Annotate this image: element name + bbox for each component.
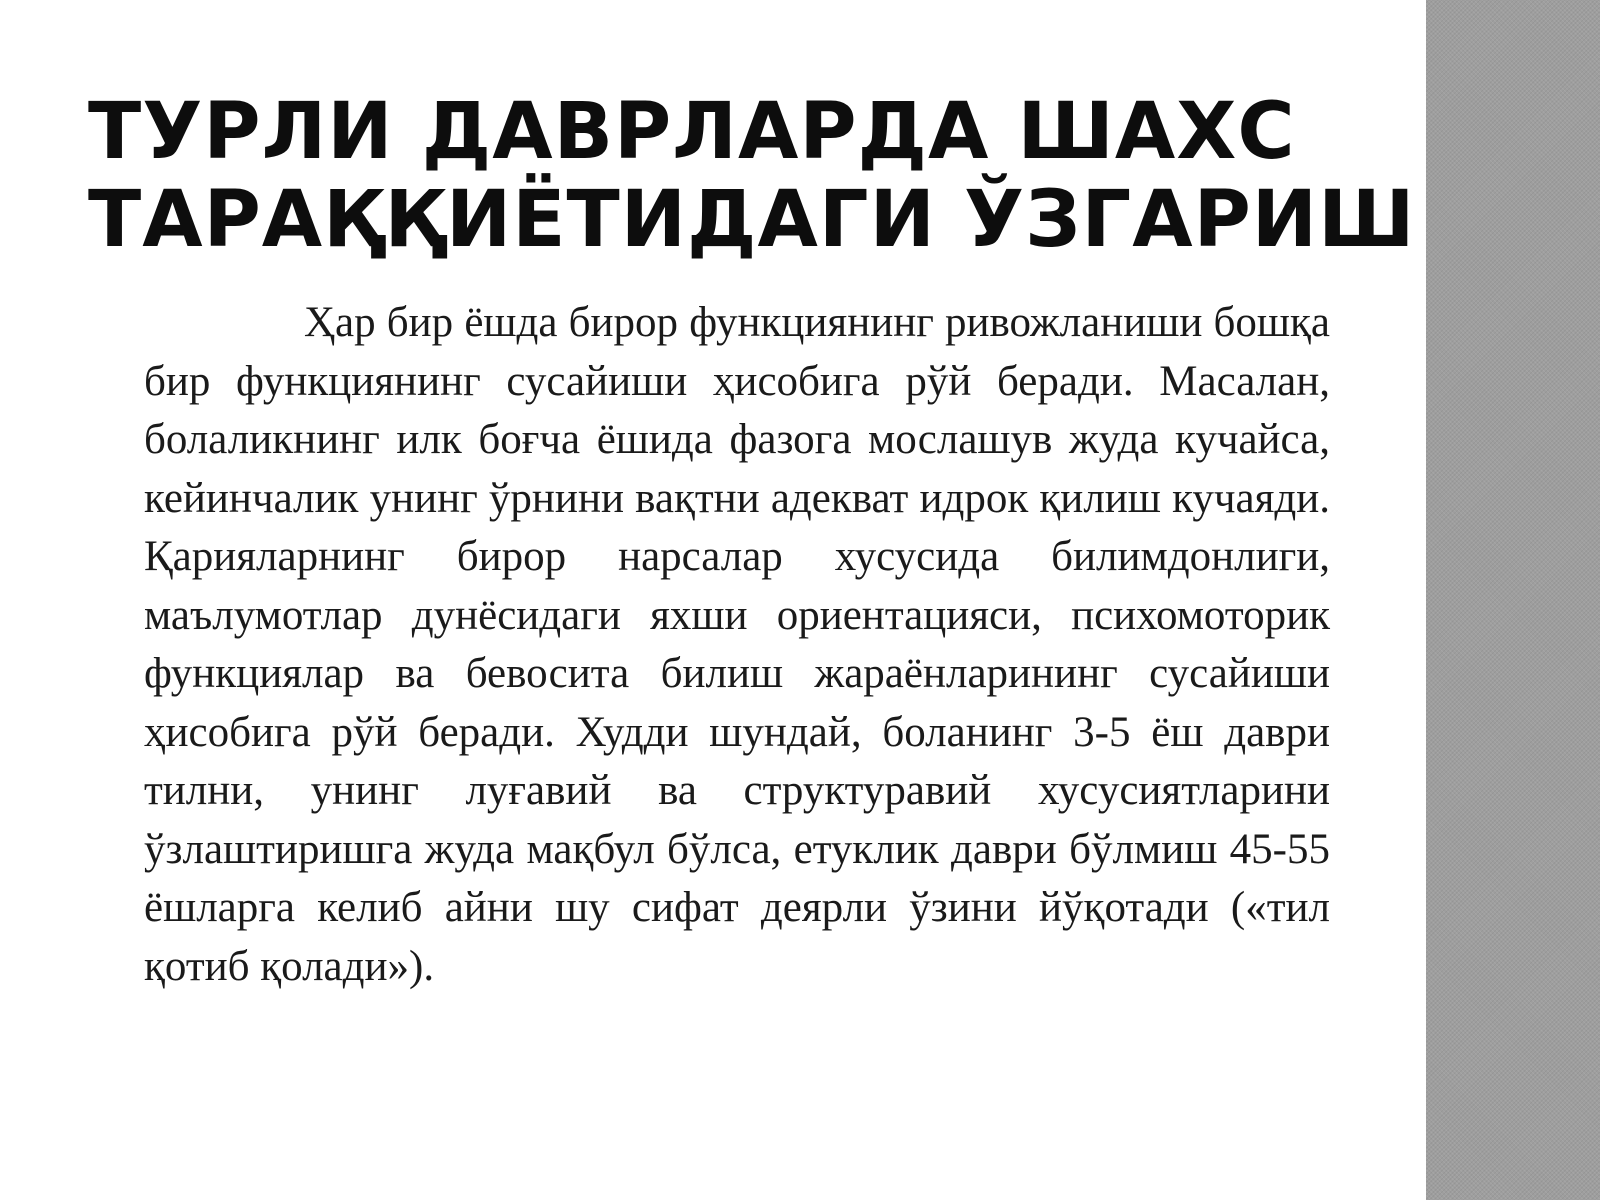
slide-body-paragraph: Ҳар бир ёшда бирор функциянинг ривожланиши бошқа бир функциянинг сусайиши ҳисобига рўй беради. Масалан, болаликнинг илк боғча ёшида фазога мослашув жуда кучайса, кейинчалик унинг ўрнини вақтни адекват идрок қилиш кучаяди. Қарияларнинг бирор нарсалар хусусида билимдонлиги, маълумотлар дунёсидаги яхши ориентацияси, психомоторик функциялар ва бевосита билиш жараёнларининг сусайиши ҳисобига рўй беради. Худди шундай, боланинг 3-5 ёш даври тилни, унинг луғавий ва структуравий хусусиятларини ўзлаштиришга жуда мақбул бўлса, етуклик даври бўлмиш 45-55 ёшларга келиб айни шу сифат деярли ўзини йўқотади («тил қотиб қолади»). bbox=[144, 299, 1330, 990]
slide-title-line-2: ТАРАҚҚИЁТИДАГИ ЎЗГАРИШ bbox=[88, 175, 1416, 265]
slide-title bbox=[88, 87, 1416, 265]
slide-title-line-1: ТУРЛИ ДАВРЛАРДА ШАХС bbox=[88, 87, 1296, 177]
decorative-side-band bbox=[1426, 0, 1600, 1200]
